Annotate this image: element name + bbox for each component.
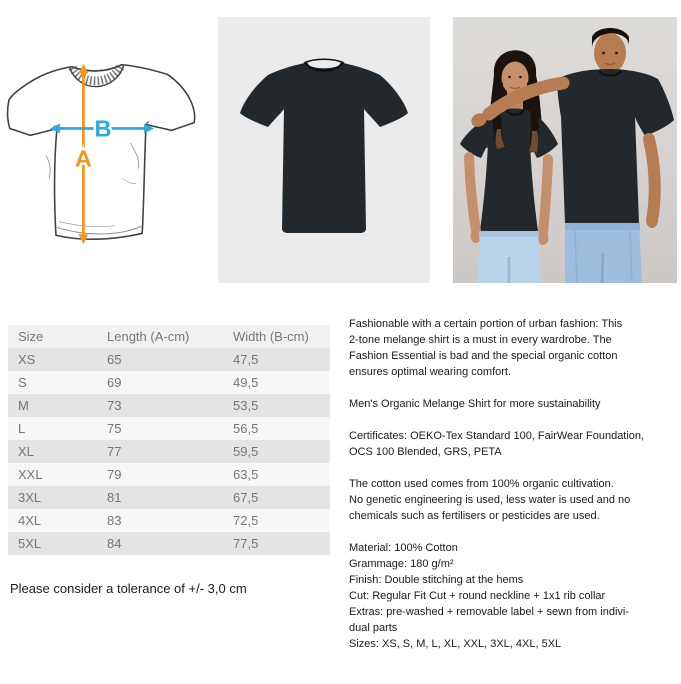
cell-size: 5XL xyxy=(18,536,42,551)
cell-size: XS xyxy=(18,352,36,367)
cell-width: 53,5 xyxy=(233,398,259,413)
cell-length: 77 xyxy=(107,444,122,459)
cell-length: 75 xyxy=(107,421,122,436)
length-label-a: A xyxy=(74,145,92,172)
table-row-l xyxy=(8,417,330,440)
cell-length: 65 xyxy=(107,352,122,367)
tolerance-note: Please consider a tolerance of +/- 3,0 cm xyxy=(10,581,247,596)
table-row-xl xyxy=(8,440,330,463)
cell-size: XL xyxy=(18,444,34,459)
cell-length: 79 xyxy=(107,467,122,482)
cell-width: 72,5 xyxy=(233,513,259,528)
cell-length: 81 xyxy=(107,490,122,505)
table-row-4xl xyxy=(8,509,330,532)
model-man xyxy=(557,28,674,283)
table-row-xxl xyxy=(8,463,330,486)
cell-size: M xyxy=(18,398,29,413)
cell-size: XXL xyxy=(18,467,43,482)
table-row-3xl xyxy=(8,486,330,509)
cell-length: 73 xyxy=(107,398,122,413)
cell-width: 67,5 xyxy=(233,490,259,505)
size-table xyxy=(8,325,330,555)
wrinkle-left xyxy=(46,156,50,179)
cell-width: 77,5 xyxy=(233,536,259,551)
cell-size: 4XL xyxy=(18,513,42,528)
product-description xyxy=(349,316,679,668)
col-header-size: Size xyxy=(18,329,44,344)
width-label-b: B xyxy=(94,115,112,142)
flat-tee-photo xyxy=(218,17,430,283)
cell-length: 84 xyxy=(107,536,122,551)
table-row-m xyxy=(8,394,330,417)
tshirt-measure-diagram xyxy=(5,52,201,250)
cell-width: 63,5 xyxy=(233,467,259,482)
models-photo xyxy=(453,17,677,283)
cell-size: 3XL xyxy=(18,490,42,505)
cell-width: 56,5 xyxy=(233,421,259,436)
table-row-xs xyxy=(8,348,330,371)
cell-size: S xyxy=(18,375,27,390)
cell-length: 83 xyxy=(107,513,122,528)
size-table-header xyxy=(8,325,330,348)
col-header-length: Length (A-cm) xyxy=(107,329,190,344)
description-paragraph-certificates: Certificates: OEKO-Tex Standard 100, FairWear Foundation, OCS 100 Blended, GRS, PETA xyxy=(349,430,645,458)
cell-length: 69 xyxy=(107,375,122,390)
tshirt-outline xyxy=(8,65,195,239)
col-header-width: Width (B-cm) xyxy=(233,329,309,344)
description-paragraph-sustainability: Men's Organic Melange Shirt for more sustainability xyxy=(349,398,601,410)
flat-tee-shape xyxy=(240,63,408,233)
cell-size: L xyxy=(18,421,26,436)
cell-width: 59,5 xyxy=(233,444,259,459)
flat-tee-back-collar xyxy=(304,59,344,63)
flat-tee-illustration xyxy=(218,17,430,283)
description-paragraph-specs: Material: 100% Cotton Grammage: 180 g/m² Finish: Double stitching at the hems Cut: Regular Fit Cut + round neckline + 1x1 rib collar Extras: pre-washed + removable label + sewn from indivi- dual parts Sizes: XS, S, M, L, XL, XXL, 3XL, 4XL, 5XL xyxy=(349,542,630,650)
description-paragraph-intro: Fashionable with a certain portion of urban fashion: This 2-tone melange shirt is a must in every wardrobe. The Fashion Essential is bad and the special organic cotton ensures optimal wearing comfort. xyxy=(349,318,623,378)
cell-width: 49,5 xyxy=(233,375,259,390)
table-row-5xl xyxy=(8,532,330,555)
cell-width: 47,5 xyxy=(233,352,259,367)
models-illustration xyxy=(453,17,677,283)
description-paragraph-cotton: The cotton used comes from 100% organic cultivation. No genetic engineering is used, less water is used and no chemicals such as fertilisers or pesticides are used. xyxy=(349,478,631,522)
table-row-s xyxy=(8,371,330,394)
